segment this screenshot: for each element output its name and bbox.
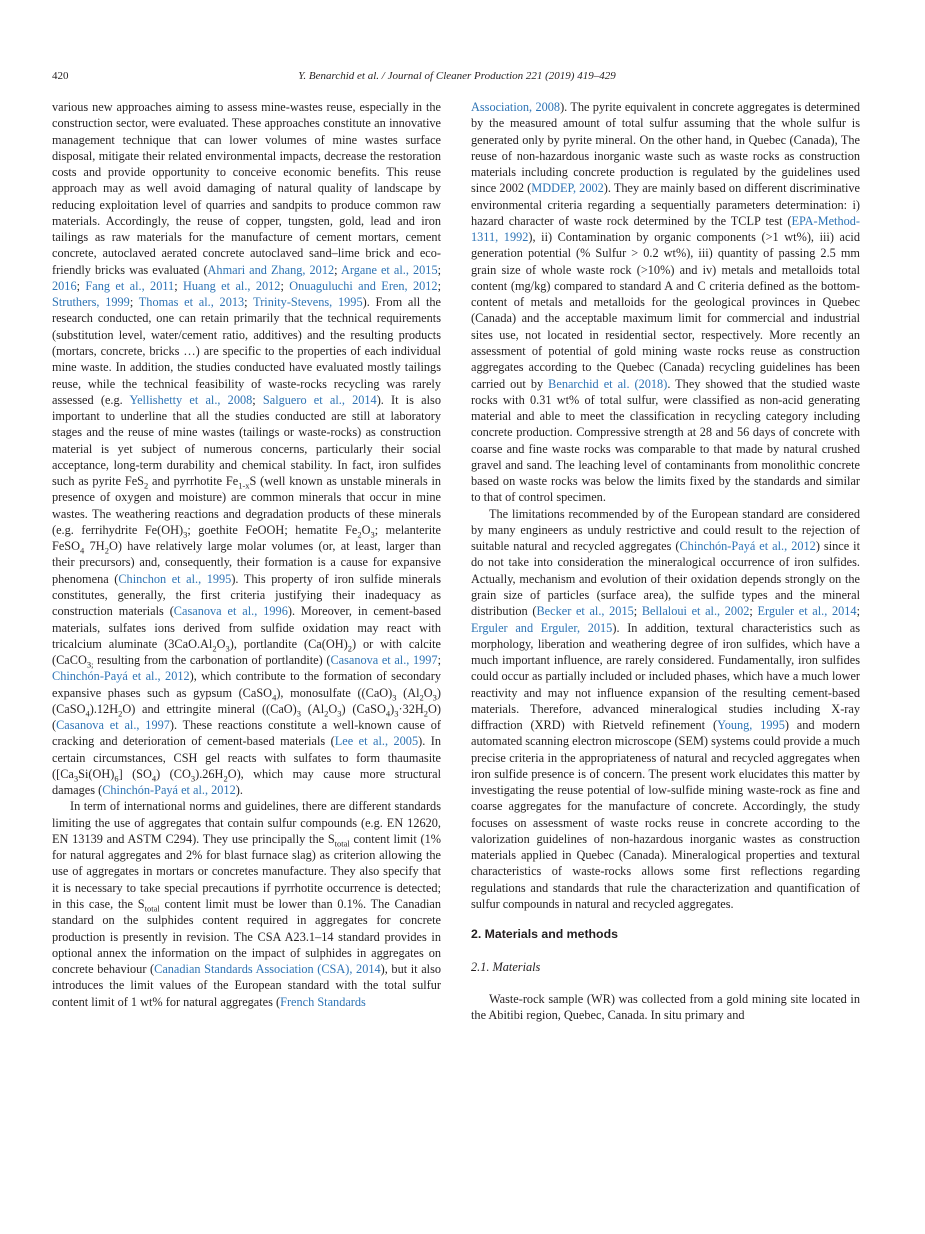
subscript: 2: [324, 708, 329, 719]
citation-link[interactable]: Association, 2008: [471, 100, 561, 114]
citation-link[interactable]: Chinchón-Payá et al., 2012: [679, 539, 816, 554]
running-head: Y. Benarchid et al. / Journal of Cleaner Production 221 (2019) 419–429: [298, 70, 616, 82]
subscript: 2: [347, 643, 352, 654]
citation-link[interactable]: Casanova et al., 1997: [56, 718, 170, 733]
subscript: 2: [223, 773, 228, 784]
citation-link[interactable]: Lee et al., 2005: [334, 734, 419, 749]
citation-link[interactable]: MDDEP, 2002: [531, 181, 604, 196]
subscript: 3: [190, 773, 196, 784]
citation-link[interactable]: Casanova et al., 1997: [330, 653, 438, 668]
subsection-heading: 2.1. Materials: [471, 959, 541, 974]
subscript: 3: [432, 692, 437, 703]
subscript: 3;: [86, 659, 94, 670]
citation-link[interactable]: Ahmari and Zhang, 2012: [207, 262, 335, 277]
citation-link[interactable]: Chinchon et al., 1995: [118, 571, 232, 586]
citation-link[interactable]: Trinity-Stevens, 1995: [253, 295, 363, 310]
citation-link[interactable]: Thomas et al., 2013: [138, 295, 245, 310]
subscript: 4: [385, 708, 391, 719]
citation-link[interactable]: Casanova et al., 1996: [173, 604, 288, 619]
subscript: 3: [337, 708, 342, 719]
citation-link[interactable]: Huang et al., 2012: [183, 278, 281, 293]
right-column: [471, 99, 860, 1023]
subscript: 4: [151, 773, 157, 784]
citation-link[interactable]: Becker et al., 2015: [536, 604, 634, 619]
paragraph: In term of international norms and guidelines, there are different standards limiting the use of aggregates that contain sulfur compounds (e.g. EN 12620, EN 13139 and ASTM C294). They use principally the $S_{total}$ content limit (1% for natural aggregates and 2% for blast furnace slag) as criterion allowing the use of aggregates in mortars or concretes manufacture. They also specify that it is necessary to take special precautions if pyrrhotite occurrence is detected; in this case, the $S_{total}$ content limit must be lower than 0.1%. The Canadian standard on the sulphides content required in aggregates for concrete production is presently in revision. The CSA A23.1–14 standard provides in optional annex the information on the impact of sulphides in aggregates on concrete behaviour (Canadian Standards Association (CSA), 2014), but it also introduces the limit values of the European standard with the total sulfur content limit of 1 wt% for natural aggregates (French Standards: [52, 799, 441, 1009]
subscript: 3: [392, 692, 397, 703]
subscript: 6: [114, 773, 119, 784]
citation-link[interactable]: Salguero et al., 2014: [262, 392, 377, 407]
left-column: [52, 99, 441, 1010]
citation-link[interactable]: Young, 1995: [717, 718, 785, 733]
subscript: 2: [144, 480, 149, 491]
paragraph: Association, 2008). The pyrite equivalent in concrete aggregates is determined by the measured amount of total sulfur assuming that the whole sulfur is generated only by pyrite mineral. On the other hand, in Quebec (Canada), The reuse of non-hazardous inorganic waste such as waste rocks as construction materials including concrete production is regulated by the guidelines used since 2002 (MDDEP, 2002). They are mainly based on different discriminative environmental criteria regarding a sequentially parameters determination: i) hazard character of waste rock determined by the TCLP test (EPA-Method-1311, 1992), ii) Contamination by organic components (>1 wt%), iii) acid generation potential (% Sulfur > 0.2 wt%), iii) quantity of passing 2.5 mm grain size of whole waste rock (>10%) and iv) metals and metalloids total content (mg/kg) compared to standard A and C criteria defined as the bottom-content of metals and metalloids for the geological provinces in Quebec (Canada) and the acceptable maximum limit for commercial and industrial sites use, not located in residential sector, respectively. More recently an assessment of potential of gold mining waste rocks reuse as construction aggregates according to the Quebec (Canada) recycling guidelines has been carried out by Benarchid et al. (2018). They showed that the studied waste rocks with 0.31 wt% of total sulfur, were classified as non-acid generating material and able to meet the classification in recycling category including concrete production. Compressive strength at 28 and 56 days of concrete with coarse and fine waste rocks was comparable to that made by natural crushed gravel and sand. The leaching level of contaminants from monolithic concrete based on waste rocks was below the limits fixed by the standards and similar to that of control specimen.: [471, 100, 860, 505]
paragraph: various new approaches aiming to assess mine-wastes reuse, especially in the construction sector, were evaluated. These approaches constitute an innovative management technique that can lower volumes of mine wastes surface disposal, mitigate their related environmental impacts, decrease the restoration costs and provide opportunity to conceive economic benefits. This reuse approach may as well avoid damaging of natural quality of landscape by reducing exploitation level of quarries and sandpits to produce common raw materials. Accordingly, the reuse of copper, tungsten, gold, lead and iron tailings as raw materials for the manufacture of cement mortars, cement concrete, autoclaved aerated concrete autoclaved sand–lime brick and eco-friendly bricks was evaluated (Ahmari and Zhang, 2012; Argane et al., 2015; 2016; Fang et al., 2011; Huang et al., 2012; Onuaguluchi and Eren, 2012; Struthers, 1999; Thomas et al., 2013; Trinity-Stevens, 1995). From all the research conducted, one can retain primarily that the technical requirements (substitution level, water/cement ratio, additives) and the resulting products (mortars, concrete, bricks …) are specific to the properties of each individual mine waste. In addition, the studies conducted have evaluated mostly tailings reuse, while the technical feasibility of waste-rocks recycling was rarely assessed (e.g. Yellishetty et al., 2008; Salguero et al., 2014). It is also important to underline that all the studies conducted are still at laboratory stages and the reuse of mine wastes (tailings or waste-rocks) as construction material is yet subject of numerous concerns, particularly their social acceptance, long-term durability and chemical stability. In fact, iron sulfides such as pyrite FeS$_2$ and pyrrhotite $Fe_{1-x}S$ (well known as unstable minerals in presence of oxygen and moisture) are common minerals that occur in mine wastes. The weathering reactions and degradation products of these minerals (e.g. ferrihydrite $Fe(OH)_3$; goethite FeOOH; hematite $Fe_2O_3$; melanterite FeSO$_4$ $7H_2O$) have relatively large molar volumes (or, at least, larger than their precursors) and, consequently, their formation is a cause for expansive phenomena (Chinchon et al., 1995). This property of iron sulfide minerals constitutes, generally, the first criteria justifying their inadequacy as construction materials (Casanova et al., 1996). Moreover, in cement-based materials, sulfates ions derived from sulfide oxidation may react with tricalcium aluminate $(3CaO.Al_2O_3)$, portlandite $(Ca(OH)_2)$ or with calcite (CaCO$_{3;}$ resulting from the carbonation of portlandite) (Casanova et al., 1997; Chinchón-Payá et al., 2012), which contribute to the formation of secondary expansive phases such as gypsum (CaSO$_4$), monosulfate ($(CaO)_3$ $(Al_2O_3)$ $(CaSO_4).12H_2O$) and ettringite mineral ($(CaO)_3$ $(Al_2O_3)$ $(CaSO_4)_3\cdot 32H_2O$) (Casanova et al., 1997). These reactions constitute a well-known cause of cracking and deterioration of cement-based materials (Lee et al., 2005). In certain circumstances, CSH gel reacts with sulfates to form thaumasite ($[Ca_3Si(OH)_6]$ $(SO_4)$ $(CO_3).26H_2O$), which may cause more structural damages (Chinchón-Payá et al., 2012).: [52, 100, 442, 798]
subscript: 3: [73, 773, 79, 784]
subscript: 2: [104, 545, 109, 556]
citation-link[interactable]: EPA-Method-1311, 1992: [471, 213, 860, 245]
subscript: 2: [212, 643, 217, 654]
subscript: 2: [118, 708, 123, 719]
subscript: 4: [80, 545, 85, 556]
citation-link[interactable]: French Standards: [280, 994, 366, 1009]
subscript: 4: [272, 692, 277, 703]
citation-link[interactable]: 2016: [52, 278, 77, 293]
subscript: 3: [370, 529, 375, 540]
subscript: 2: [419, 692, 424, 703]
subscript: 3: [225, 643, 230, 654]
citation-link[interactable]: Chinchón-Payá et al., 2012: [102, 783, 236, 798]
subscript: 3: [296, 708, 302, 719]
subscript: 3: [394, 708, 399, 719]
paragraph: The limitations recommended by of the European standard are considered by many engineers as unduly restrictive and could result to the rejection of suitable natural and recycled aggregates (Chinchón-Payá et al., 2012) since it do not take into consideration the mineralogical occurrence of iron sulfides. Actually, mechanism and evolution of their oxidation depends strongly on the grain size of particles (surface area), the sulfide types and the mineral distribution (Becker et al., 2015; Bellaloui et al., 2002; Erguler et al., 2014; Erguler and Erguler, 2015). In addition, textural characteristics such as morphology, liberation and weathering degree of iron sulfides, which have a much important influence, are rarely considered. Fundamentally, iron sulfides could occur as partially included or included phases, which have a much lower reactivity and may not influence expansion of the resulting cement-based materials. Therefore, advanced mineralogical studies including X-ray diffraction (XRD) with Rietveld refinement (Young, 1995) and modern automated scanning electron microscope (SEM) systems could provide a much precise criteria in the appropriateness of natural and recycled aggregates when iron sulfide presence is of concern. The present work elucidates this matter by investigating the reuse potential of low-sulfide mining waste-rock as fine and coarse aggregates for the manufacture of concrete. Accordingly, the study focuses on assessment of waste rocks reuse in concrete according to the valorization guidelines of non-hazardous inorganic wastes as construction materials applied in Quebec (Canada). Mineralogical properties and textural characteristics of waste-rocks allows some first reflections regarding regulations and standards that rule the characterization and quantification of sulfur compounds in natural and recycled aggregates.: [471, 506, 861, 912]
citation-link[interactable]: Chinchón-Payá et al., 2012: [52, 669, 190, 684]
citation-link[interactable]: Struthers, 1999: [52, 295, 130, 310]
section-heading: 2. Materials and methods: [471, 927, 618, 942]
citation-link[interactable]: Onuaguluchi and Eren, 2012: [289, 278, 438, 293]
citation-link[interactable]: Yellishetty et al., 2008: [129, 392, 253, 407]
citation-link[interactable]: Erguler et al., 2014: [757, 604, 857, 619]
citation-link[interactable]: Erguler and Erguler, 2015: [471, 620, 613, 635]
subscript: 2: [423, 708, 428, 719]
paragraph: Waste-rock sample (WR) was collected from a gold mining site located in the Abitibi region, Quebec, Canada. In situ primary and: [471, 991, 860, 1023]
running-header: [52, 70, 862, 90]
subscript: total: [334, 838, 350, 849]
citation-link[interactable]: Benarchid et al. (2018): [548, 376, 668, 391]
subscript: 1-x: [238, 480, 250, 491]
citation-link[interactable]: Fang et al., 2011: [85, 278, 175, 293]
page-number: 420: [52, 70, 69, 82]
subscript: 2: [357, 529, 362, 540]
subscript: 4: [85, 708, 90, 719]
citation-link[interactable]: Canadian Standards Association (CSA), 2014: [154, 962, 381, 977]
citation-link[interactable]: Argane et al., 2015: [340, 262, 438, 277]
subscript: 3: [183, 529, 188, 540]
subscript: total: [144, 903, 160, 914]
citation-link[interactable]: Bellaloui et al., 2002: [641, 604, 750, 619]
